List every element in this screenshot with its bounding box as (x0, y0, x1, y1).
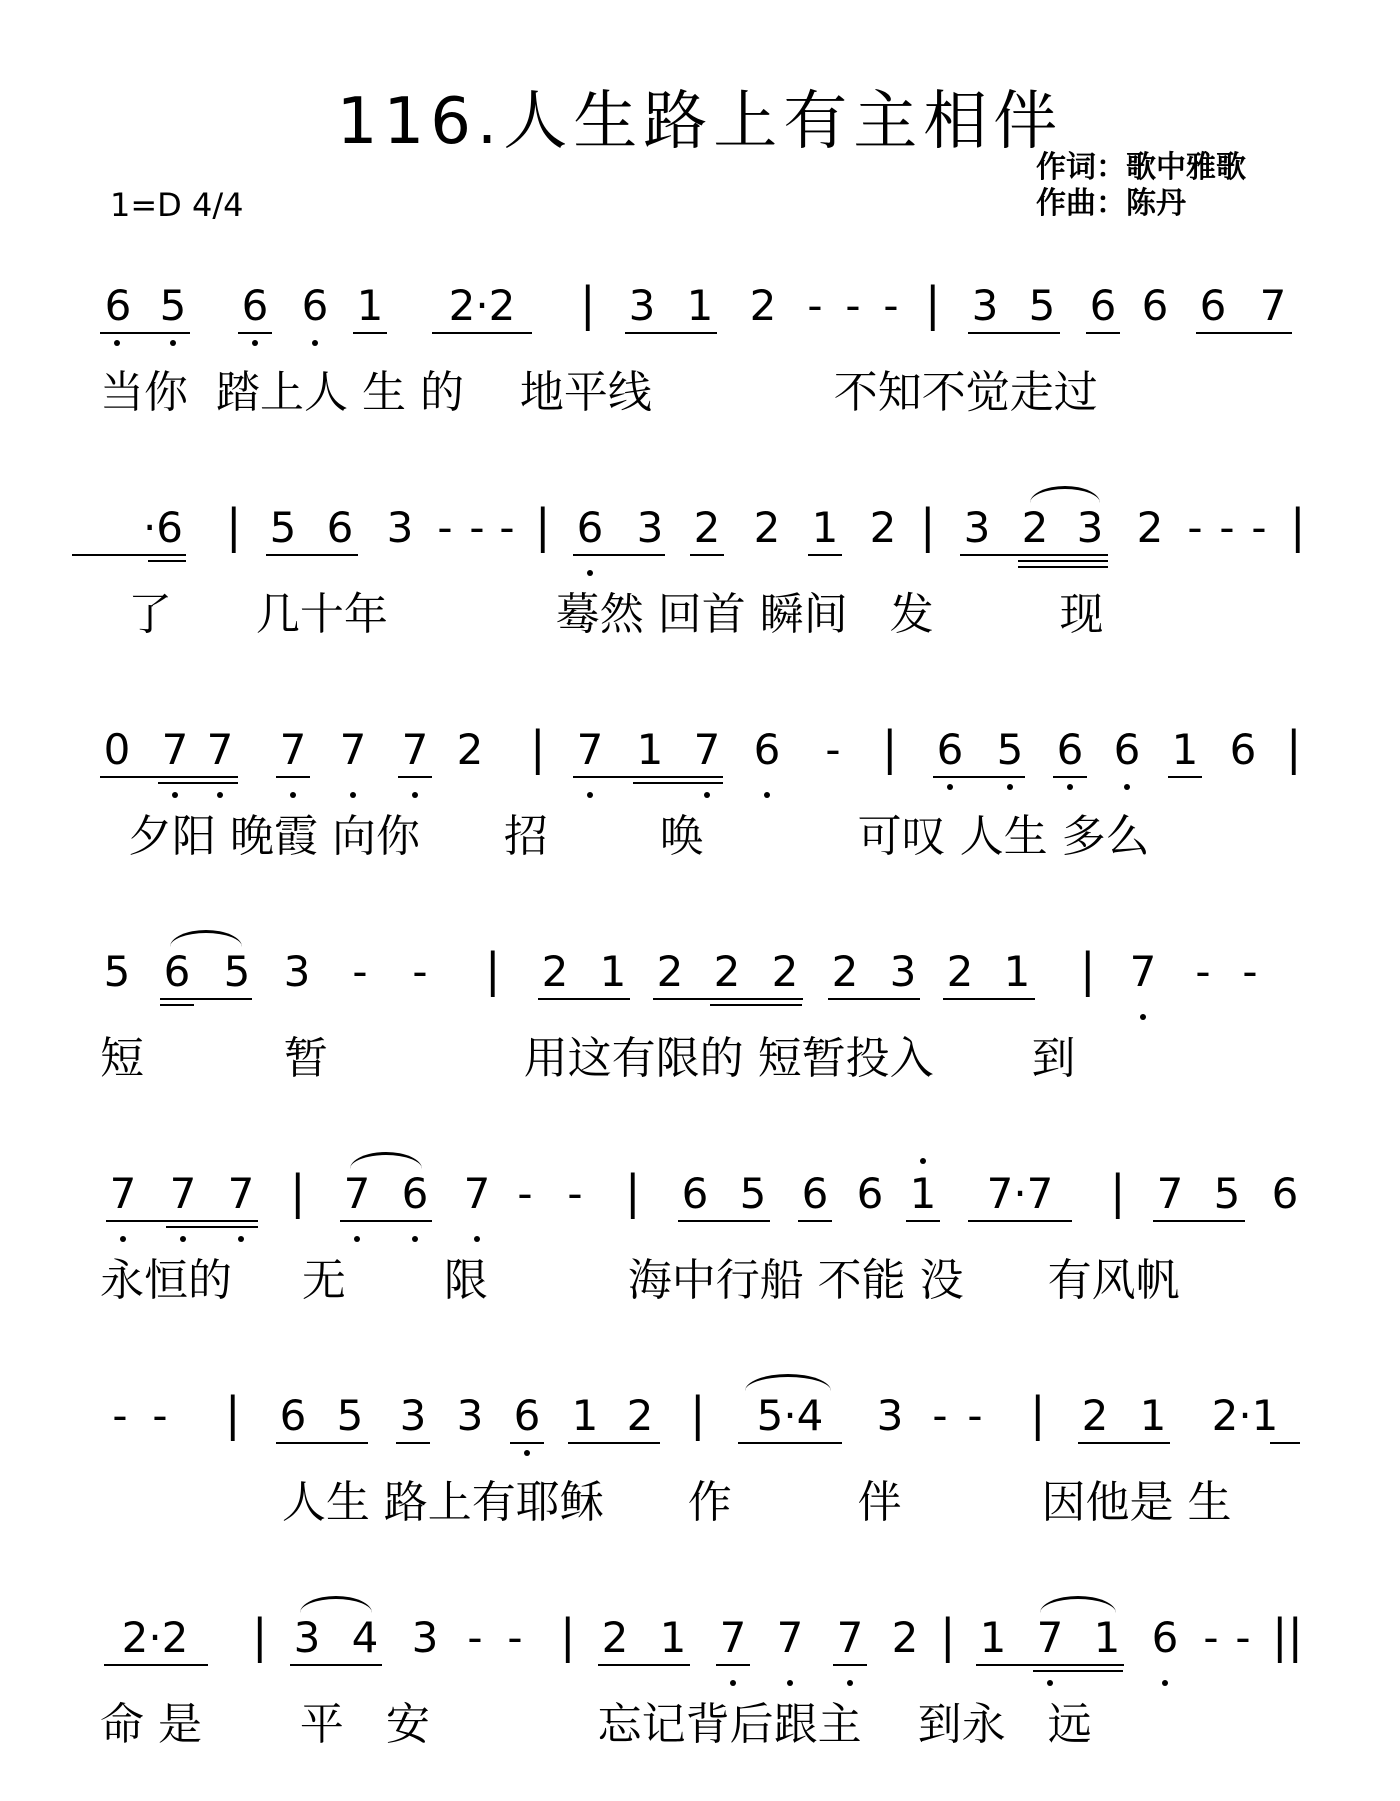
note: - (1235, 1613, 1251, 1662)
underline (906, 1220, 940, 1222)
octave-dot (787, 1680, 793, 1686)
underline (933, 776, 1025, 778)
note: 7 (1259, 281, 1287, 330)
barline: | (920, 499, 936, 553)
note: 2 (753, 503, 781, 552)
lyric-line: 永恒的 无 限 海中行船 不能 没 有风帆 (100, 1255, 1180, 1306)
song-title: 116.人生路上有主相伴 (336, 85, 1064, 159)
octave-dot (217, 792, 223, 798)
octave-dot (524, 1450, 530, 1456)
underline (398, 776, 432, 778)
note: 7 (279, 725, 307, 774)
note: 1 (1093, 1613, 1121, 1662)
octave-dot (1067, 784, 1073, 790)
note: 7 (576, 725, 604, 774)
underline (633, 782, 723, 784)
note: 5 (1028, 281, 1056, 330)
octave-dot (238, 1236, 244, 1242)
note: 4 (351, 1613, 379, 1662)
slur (1030, 486, 1100, 503)
octave-dot (847, 1680, 853, 1686)
octave-dot (1162, 1680, 1168, 1686)
note: 6 (241, 281, 269, 330)
note: 2·2 (121, 1613, 189, 1662)
barline: | (225, 1387, 241, 1441)
octave-dot (474, 1236, 480, 1242)
credits (1036, 150, 1246, 222)
note: 6 (513, 1391, 541, 1440)
note: - (845, 281, 861, 330)
note: 2 (771, 947, 799, 996)
note: 7 (1156, 1169, 1184, 1218)
underline (968, 1220, 1072, 1222)
underline (943, 998, 1035, 1000)
underline (1078, 1442, 1170, 1444)
note: - (967, 1391, 983, 1440)
barline: | (925, 277, 941, 331)
note: 2·2 (448, 281, 516, 330)
note: 2 (713, 947, 741, 996)
underline (100, 332, 190, 334)
note: 6 (401, 1169, 429, 1218)
note: 7 (836, 1613, 864, 1662)
note: 3 (971, 281, 999, 330)
underline (798, 1220, 832, 1222)
underline (568, 1442, 660, 1444)
octave-dot (170, 340, 176, 346)
note: 7 (109, 1169, 137, 1218)
note: 3 (411, 1613, 439, 1662)
octave-dot (704, 792, 710, 798)
note: - (825, 725, 841, 774)
underline (510, 1442, 544, 1444)
note: - (807, 281, 823, 330)
note: 2 (626, 1391, 654, 1440)
note: 6 (681, 1169, 709, 1218)
underline (432, 332, 532, 334)
note: 2 (749, 281, 777, 330)
lyric-line: 人生 路上有耶稣 作 伴 因他是 生 (100, 1477, 1232, 1528)
barline: | (940, 1609, 956, 1663)
underline (653, 998, 803, 1000)
note: 6 (1199, 281, 1227, 330)
note: 1 (686, 281, 714, 330)
octave-dot (180, 1236, 186, 1242)
octave-dot (114, 340, 120, 346)
octave-dot (290, 792, 296, 798)
note: 6 (1229, 725, 1257, 774)
underline (1270, 1442, 1300, 1444)
note: 7 (1129, 947, 1157, 996)
note: 1 (1171, 725, 1199, 774)
note: 6 (801, 1169, 829, 1218)
lyric-line: 命 是 平 安 忘记背后跟主 到永 远 (100, 1699, 1092, 1750)
barline: | (1290, 499, 1306, 553)
underline (166, 1226, 258, 1228)
note: - (352, 947, 368, 996)
octave-dot (252, 340, 258, 346)
underline (1086, 332, 1120, 334)
note: 1 (571, 1391, 599, 1440)
underline (276, 776, 310, 778)
final-barline: || (1272, 1609, 1303, 1663)
octave-dot (764, 792, 770, 798)
underline (353, 332, 387, 334)
note: 3 (293, 1613, 321, 1662)
lyric-line: 夕阳 晚霞 向你 招 唤 可叹 人生 多么 (100, 811, 1150, 862)
note: 7 (463, 1169, 491, 1218)
underline (1196, 332, 1292, 334)
note: - (469, 503, 485, 552)
note: 6 (279, 1391, 307, 1440)
note: 7 (343, 1169, 371, 1218)
note: 6 (163, 947, 191, 996)
note: - (437, 503, 453, 552)
note: 3 (386, 503, 414, 552)
composer-credit: 作曲：陈丹 (1036, 186, 1186, 221)
underline (968, 332, 1060, 334)
note: 6 (753, 725, 781, 774)
barline: | (290, 1165, 306, 1219)
note: 6 (1141, 281, 1169, 330)
note: 2 (541, 947, 569, 996)
note: 3 (636, 503, 664, 552)
note: 2 (456, 725, 484, 774)
note: 3 (456, 1391, 484, 1440)
slur (300, 1596, 372, 1613)
staff-row-5 (0, 1158, 1400, 1338)
octave-dot (1007, 784, 1013, 790)
staff-row-7 (0, 1602, 1400, 1782)
note: 5 (103, 947, 131, 996)
note: 5·4 (756, 1391, 824, 1440)
note: 1 (979, 1613, 1007, 1662)
barline: | (580, 277, 596, 331)
octave-dot (120, 1236, 126, 1242)
lyric-line: 短 暂 用这有限的 短暂投入 到 (100, 1033, 1076, 1084)
underline (1053, 776, 1087, 778)
underline (396, 1442, 430, 1444)
note: 1 (811, 503, 839, 552)
note: 6 (1151, 1613, 1179, 1662)
note: 7 (1036, 1613, 1064, 1662)
note: 1 (659, 1613, 687, 1662)
underline (716, 1664, 750, 1666)
underline (72, 554, 186, 556)
staff-row-3 (0, 714, 1400, 894)
note: 0 (103, 725, 131, 774)
staff-row-2 (0, 492, 1400, 672)
note: 6 (936, 725, 964, 774)
octave-dot (1047, 1680, 1053, 1686)
note: 7·7 (986, 1169, 1054, 1218)
octave-dot (587, 792, 593, 798)
note: 1 (599, 947, 627, 996)
note: 1 (909, 1169, 937, 1218)
underline (1168, 776, 1202, 778)
note: 2 (831, 947, 859, 996)
key-signature: 1=D 4/4 (110, 186, 244, 224)
underline (738, 1442, 842, 1444)
note: 3 (628, 281, 656, 330)
barline: | (1110, 1165, 1126, 1219)
note: 3 (889, 947, 917, 996)
note: 7 (776, 1613, 804, 1662)
underline (598, 1664, 690, 1666)
underline (1018, 566, 1108, 568)
note: 3 (876, 1391, 904, 1440)
octave-dot (350, 792, 356, 798)
note: 7 (227, 1169, 255, 1218)
underline (625, 332, 717, 334)
note: 3 (283, 947, 311, 996)
note: 1 (1003, 947, 1031, 996)
underline (340, 1220, 432, 1222)
barline: | (560, 1609, 576, 1663)
underline (104, 1664, 208, 1666)
barline: | (1080, 943, 1096, 997)
note: 7 (719, 1613, 747, 1662)
barline: | (1030, 1387, 1046, 1441)
note: - (1195, 947, 1211, 996)
underline (100, 776, 238, 778)
underline (976, 1664, 1124, 1666)
underline (1018, 560, 1108, 562)
note: 6 (1113, 725, 1141, 774)
note: 6 (1056, 725, 1084, 774)
note: 7 (339, 725, 367, 774)
note: 2 (1081, 1391, 1109, 1440)
barline: | (625, 1165, 641, 1219)
octave-dot (1140, 1014, 1146, 1020)
staff-row-6 (0, 1380, 1400, 1560)
barline: | (535, 499, 551, 553)
note: 6 (1089, 281, 1117, 330)
lyric-line: 了 几十年 蓦然 回首 瞬间 发 现 (100, 589, 1104, 640)
underline (710, 1004, 802, 1006)
octave-dot (354, 1236, 360, 1242)
note: - (499, 503, 515, 552)
note: 5 (996, 725, 1024, 774)
slur (1040, 1596, 1116, 1613)
note: 5 (223, 947, 251, 996)
note: 6 (104, 281, 132, 330)
underline (690, 554, 724, 556)
underline (1153, 1220, 1245, 1222)
underline (276, 1442, 368, 1444)
note: 2 (1021, 503, 1049, 552)
note: 3 (399, 1391, 427, 1440)
note: 2 (946, 947, 974, 996)
note: 5 (269, 503, 297, 552)
slur (745, 1374, 831, 1391)
slur (350, 1152, 422, 1169)
note: 2 (891, 1613, 919, 1662)
note: 2 (656, 947, 684, 996)
note: 7 (401, 725, 429, 774)
underline (573, 554, 665, 556)
note: ·6 (142, 503, 184, 552)
underline (106, 1220, 258, 1222)
underline (678, 1220, 770, 1222)
note: 2 (869, 503, 897, 552)
underline (960, 554, 1108, 556)
slur (170, 930, 242, 947)
note: 6 (856, 1169, 884, 1218)
staff-row-4 (0, 936, 1400, 1116)
underline (160, 998, 252, 1000)
underline (1033, 1670, 1123, 1672)
octave-dot (412, 1236, 418, 1242)
note: - (932, 1391, 948, 1440)
note: 7 (693, 725, 721, 774)
note: 3 (1076, 503, 1104, 552)
underline (148, 560, 186, 562)
note: 2 (693, 503, 721, 552)
octave-dot (172, 792, 178, 798)
note: 1 (636, 725, 664, 774)
note: - (883, 281, 899, 330)
underline (808, 554, 842, 556)
note: - (1187, 503, 1203, 552)
barline: | (485, 943, 501, 997)
note: 7 (161, 725, 189, 774)
note: 5 (739, 1169, 767, 1218)
note: - (467, 1613, 483, 1662)
underline (290, 1664, 382, 1666)
octave-dot (1124, 784, 1130, 790)
note: 5 (1213, 1169, 1241, 1218)
octave-dot (587, 570, 593, 576)
barline: | (1286, 721, 1302, 775)
underline (573, 776, 723, 778)
barline: | (690, 1387, 706, 1441)
note: 2 (601, 1613, 629, 1662)
octave-dot (947, 784, 953, 790)
barline: | (252, 1609, 268, 1663)
note: 6 (576, 503, 604, 552)
underline (538, 998, 630, 1000)
barline: | (882, 721, 898, 775)
note: 6 (1271, 1169, 1299, 1218)
barline: | (226, 499, 242, 553)
underline (266, 554, 358, 556)
underline (828, 998, 920, 1000)
note: - (567, 1169, 583, 1218)
underline (160, 1004, 194, 1006)
note: - (507, 1613, 523, 1662)
note: - (152, 1391, 168, 1440)
note: 2·1 (1211, 1391, 1279, 1440)
lyricist-credit: 作词：歌中雅歌 (1036, 150, 1246, 185)
note: 1 (1139, 1391, 1167, 1440)
note: - (517, 1169, 533, 1218)
octave-dot (920, 1158, 926, 1164)
note: 3 (963, 503, 991, 552)
underline (238, 332, 272, 334)
octave-dot (312, 340, 318, 346)
note: 5 (159, 281, 187, 330)
octave-dot (412, 792, 418, 798)
octave-dot (730, 1680, 736, 1686)
note: - (1219, 503, 1235, 552)
note: 5 (336, 1391, 364, 1440)
note: 6 (301, 281, 329, 330)
note: - (1242, 947, 1258, 996)
staff-row-1 (0, 270, 1400, 450)
note: - (1203, 1613, 1219, 1662)
note: 7 (206, 725, 234, 774)
underline (158, 782, 238, 784)
note: 7 (169, 1169, 197, 1218)
note: 1 (356, 281, 384, 330)
note: - (412, 947, 428, 996)
note: - (1251, 503, 1267, 552)
barline: | (530, 721, 546, 775)
note: 6 (326, 503, 354, 552)
lyric-line: 当你 踏上人 生 的 地平线 不知不觉走过 (100, 367, 1098, 418)
note: 2 (1136, 503, 1164, 552)
note: - (112, 1391, 128, 1440)
underline (833, 1664, 867, 1666)
